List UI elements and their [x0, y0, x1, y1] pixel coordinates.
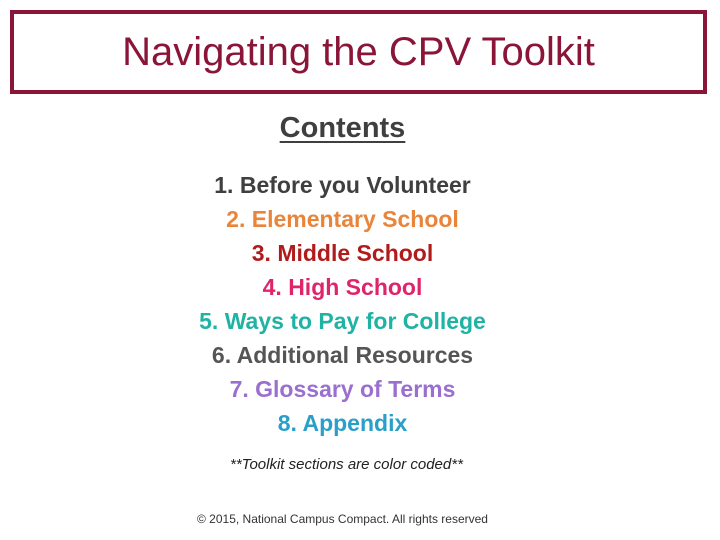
- title-box: [10, 10, 707, 94]
- section-item-before-you-volunteer[interactable]: 1. Before you Volunteer: [214, 172, 471, 198]
- section-item-high-school[interactable]: 4. High School: [262, 274, 423, 300]
- contents-list: [0, 168, 685, 440]
- section-item-appendix[interactable]: 8. Appendix: [277, 410, 408, 436]
- color-code-note: **Toolkit sections are color coded**: [230, 456, 463, 473]
- copyright-footer: © 2015, National Campus Compact. All rights reserved: [197, 512, 488, 526]
- section-item-elementary-school[interactable]: 2. Elementary School: [226, 206, 459, 232]
- contents-heading: Contents: [279, 112, 406, 144]
- section-item-ways-to-pay[interactable]: 5. Ways to Pay for College: [199, 308, 486, 334]
- section-item-glossary[interactable]: 7. Glossary of Terms: [229, 376, 456, 402]
- section-item-additional-resources[interactable]: 6. Additional Resources: [211, 342, 474, 368]
- section-item-middle-school[interactable]: 3. Middle School: [251, 240, 434, 266]
- page-title: Navigating the CPV Toolkit: [122, 29, 595, 74]
